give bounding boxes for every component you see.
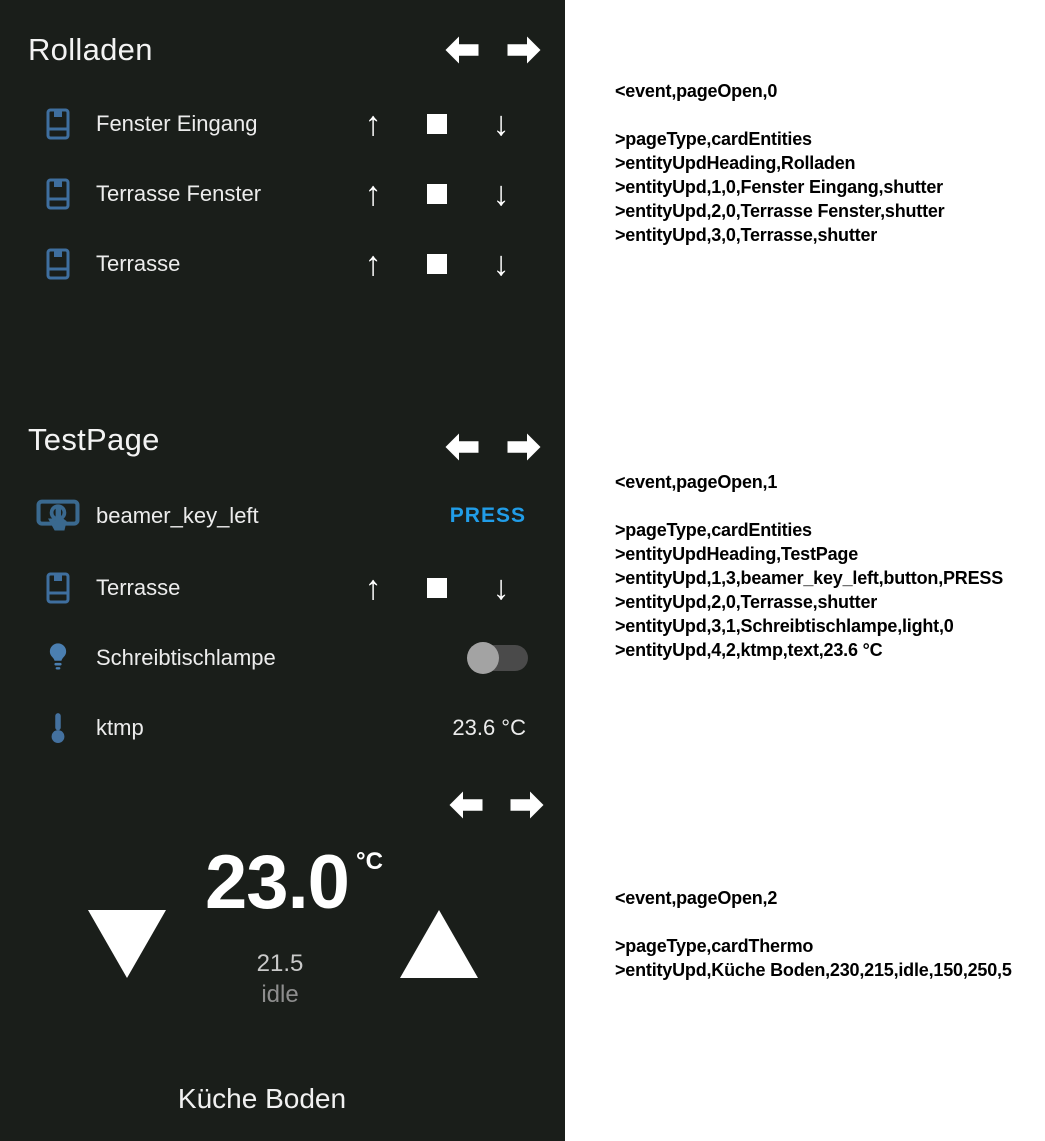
page-title: Rolladen (28, 32, 153, 67)
arrow-left-icon (444, 35, 480, 65)
protocol-log-page0 (615, 79, 945, 245)
log-lines (615, 127, 945, 245)
entity-label: Terrasse (96, 251, 181, 276)
thermostat-name: Küche Boden (177, 1083, 347, 1114)
log-line: >entityUpd,4,2,ktmp,text,23.6 °C (615, 640, 883, 660)
nav-next-button[interactable] (506, 35, 542, 65)
nav-prev-button[interactable] (448, 790, 484, 820)
entity-label: Terrasse Fenster (96, 181, 262, 206)
sensor-value: 23.6 °C (452, 715, 526, 740)
shutter-down-button[interactable]: ↓ (492, 245, 510, 283)
log-line: >entityUpdHeading,Rolladen (615, 153, 856, 173)
text-row (0, 706, 565, 750)
shutter-stop-button[interactable] (427, 578, 447, 598)
arrow-left-icon (444, 432, 480, 462)
shutter-up-button[interactable]: ↑ (364, 105, 382, 143)
button-row (0, 494, 565, 538)
nav-prev-button[interactable] (444, 35, 480, 65)
arrow-right-icon (506, 432, 542, 462)
shutter-down-button[interactable]: ↓ (492, 105, 510, 143)
entity-label: Fenster Eingang (96, 111, 258, 136)
log-line: >entityUpd,2,0,Terrasse Fenster,shutter (615, 201, 945, 221)
shutter-stop-button[interactable] (427, 114, 447, 134)
log-line: >entityUpd,Küche Boden,230,215,idle,150,250,5 (615, 960, 1012, 980)
shutter-stop-button[interactable] (427, 254, 447, 274)
temperature-unit: °C (356, 848, 383, 875)
lightbulb-icon (40, 636, 76, 680)
log-line: >entityUpd,3,1,Schreibtischlampe,light,0 (615, 616, 954, 636)
card-entities-testpage (0, 410, 565, 765)
nav-next-button[interactable] (509, 790, 545, 820)
shutter-row (0, 172, 565, 216)
hvac-state: idle (261, 981, 299, 1008)
press-button[interactable]: PRESS (449, 504, 526, 527)
window-shutter-icon (40, 242, 76, 286)
light-row (0, 636, 565, 680)
protocol-log-page1 (615, 470, 1004, 660)
log-event-line: <event,pageOpen,0 (615, 81, 778, 101)
shutter-up-button[interactable]: ↑ (364, 245, 382, 283)
log-line: >entityUpd,2,0,Terrasse,shutter (615, 592, 878, 612)
entity-label: Terrasse (96, 575, 181, 600)
temp-decrease-button[interactable] (88, 910, 166, 978)
log-lines (615, 934, 1012, 980)
thermometer-icon (40, 706, 76, 750)
log-line: >entityUpd,3,0,Terrasse,shutter (615, 225, 878, 245)
page-title: TestPage (28, 422, 160, 457)
log-line: >entityUpd,1,3,beamer_key_left,button,PRESS (615, 568, 1004, 588)
card-entities-rolladen (0, 0, 565, 410)
shutter-row (0, 566, 565, 610)
card-thermo (0, 765, 565, 1141)
log-line: >entityUpdHeading,TestPage (615, 544, 859, 564)
shutter-row (0, 102, 565, 146)
log-event-line: <event,pageOpen,2 (615, 888, 778, 908)
arrow-right-icon (506, 35, 542, 65)
entity-label: beamer_key_left (96, 503, 259, 528)
entity-label: ktmp (96, 715, 144, 740)
window-shutter-icon (40, 566, 76, 610)
arrow-right-icon (509, 790, 545, 820)
window-shutter-icon (40, 172, 76, 216)
current-temperature: 23.0 (205, 840, 349, 925)
log-lines (615, 518, 1004, 660)
gesture-tap-button-icon (34, 494, 82, 538)
log-line: >entityUpd,1,0,Fenster Eingang,shutter (615, 177, 943, 197)
nav-next-button[interactable] (506, 432, 542, 462)
shutter-down-button[interactable]: ↓ (492, 175, 510, 213)
shutter-up-button[interactable]: ↑ (364, 175, 382, 213)
shutter-down-button[interactable]: ↓ (492, 569, 510, 607)
log-line: >pageType,cardThermo (615, 936, 814, 956)
log-line: >pageType,cardEntities (615, 520, 812, 540)
shutter-stop-button[interactable] (427, 184, 447, 204)
nav-prev-button[interactable] (444, 432, 480, 462)
entity-label: Schreibtischlampe (96, 645, 276, 670)
log-line: >pageType,cardEntities (615, 129, 812, 149)
shutter-row (0, 242, 565, 286)
arrow-left-icon (448, 790, 484, 820)
toggle-knob (467, 642, 499, 674)
window-shutter-icon (40, 102, 76, 146)
light-toggle-switch[interactable] (468, 645, 528, 671)
target-temperature: 21.5 (256, 950, 304, 977)
shutter-up-button[interactable]: ↑ (364, 569, 382, 607)
protocol-log-page2 (615, 886, 1012, 980)
temp-increase-button[interactable] (400, 910, 478, 978)
log-event-line: <event,pageOpen,1 (615, 472, 778, 492)
